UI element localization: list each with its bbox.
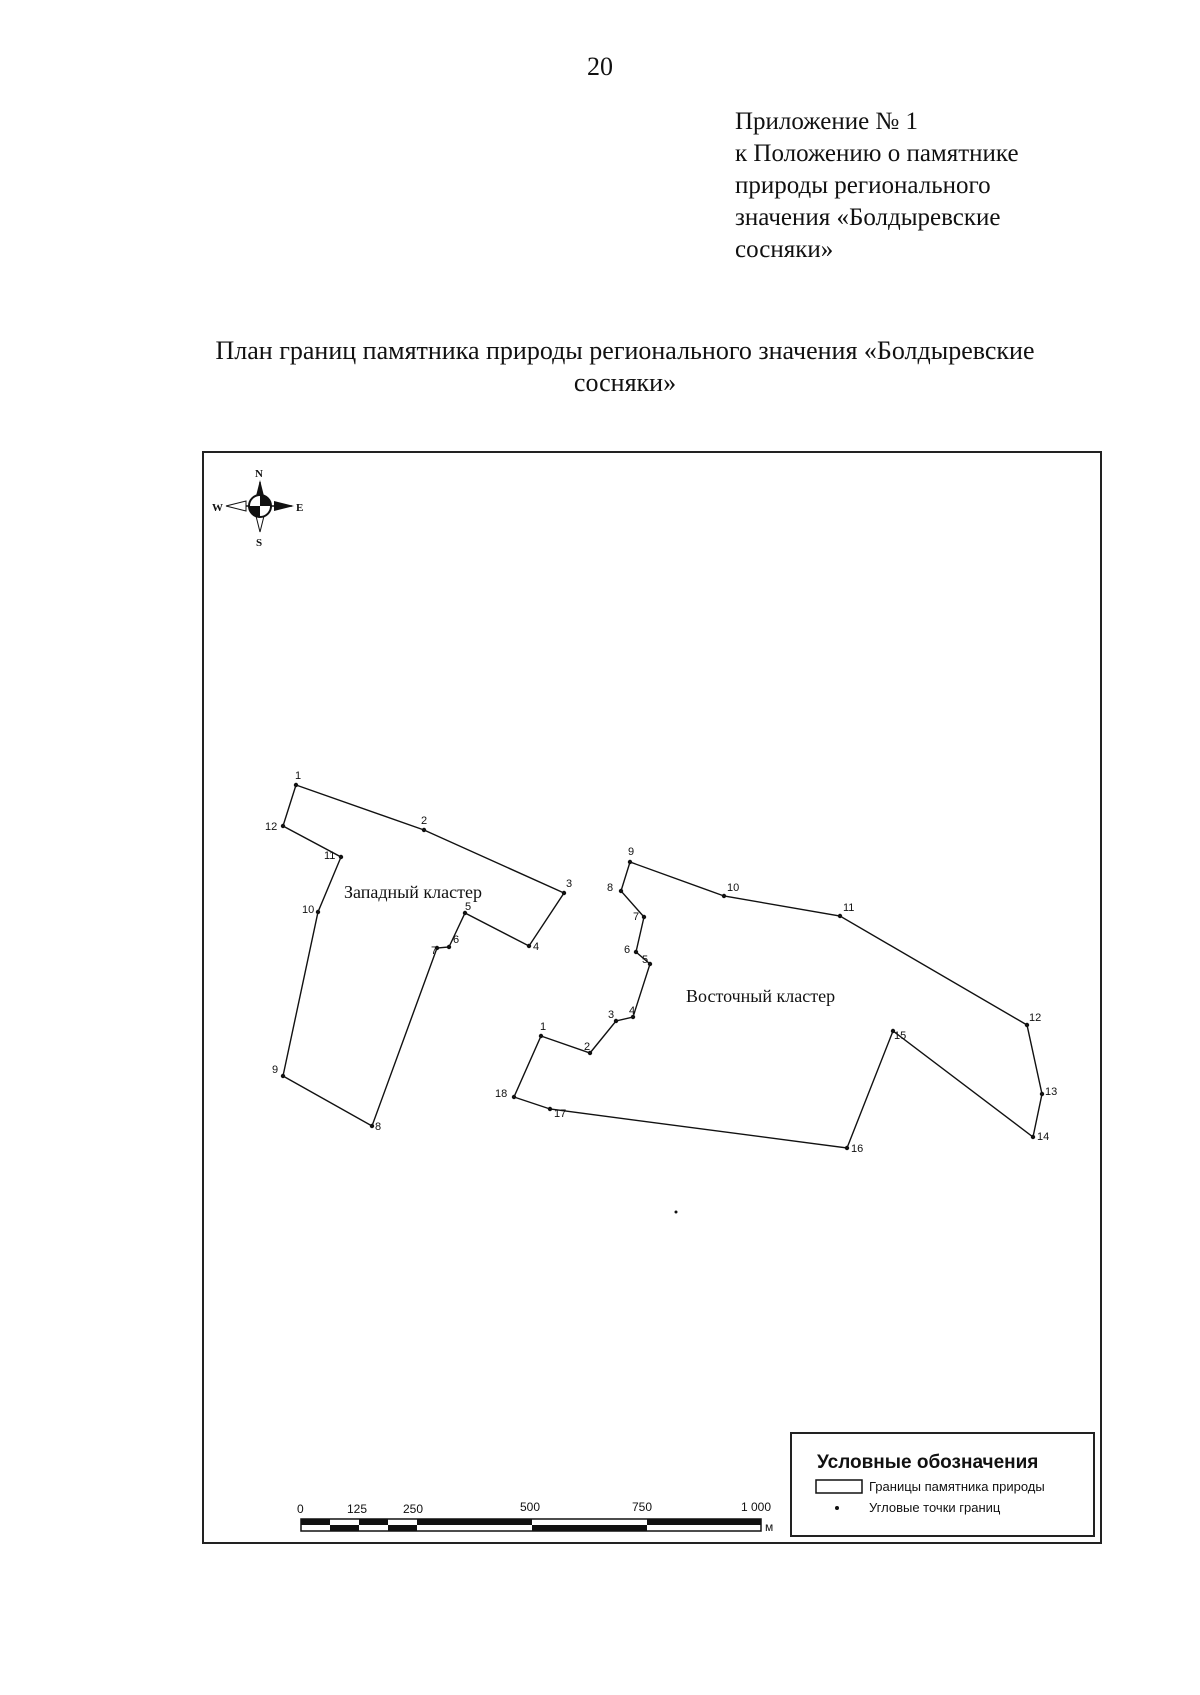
- west-corner-point-label: 8: [375, 1121, 382, 1133]
- east-corner-point-label: 2: [584, 1041, 591, 1053]
- east-corner-point-label: 14: [1037, 1131, 1050, 1143]
- scale-tick-label: 250: [403, 1502, 424, 1516]
- west-corner-point-label: 12: [265, 821, 278, 833]
- scale-tick-label: 1 000: [741, 1500, 772, 1514]
- east-corner-point: [512, 1095, 516, 1099]
- plan-title-line: План границ памятника природы регионального значения «Болдыревские: [215, 336, 1035, 365]
- east-corner-point: [619, 889, 623, 893]
- west-corner-point: [447, 945, 451, 949]
- west-corner-point: [562, 891, 566, 895]
- east-corner-point-label: 7: [633, 911, 640, 923]
- east-corner-point-label: 8: [607, 882, 614, 894]
- west-corner-point: [527, 944, 531, 948]
- appendix-line: природы регионального: [735, 172, 991, 199]
- compass-east: E: [296, 502, 304, 514]
- west-corner-point-label: 4: [533, 941, 540, 953]
- east-corner-point-label: 6: [624, 944, 631, 956]
- compass-rose-icon: [212, 468, 303, 549]
- east-corner-point-label: 18: [495, 1088, 508, 1100]
- east-corner-point: [642, 915, 646, 919]
- east-corner-point: [845, 1146, 849, 1150]
- legend-boundary-label: Границы памятника природы: [869, 1479, 1045, 1494]
- east-corner-point-label: 15: [894, 1030, 907, 1042]
- west-corner-point-label: 6: [453, 934, 460, 946]
- plan-title-line: сосняки»: [573, 368, 677, 397]
- west-corner-point: [370, 1124, 374, 1128]
- east-corner-point-label: 1: [540, 1021, 547, 1033]
- east-corner-point-label: 16: [851, 1143, 864, 1155]
- east-cluster-label: Восточный кластер: [686, 986, 836, 1006]
- east-corner-point-label: 5: [642, 954, 649, 966]
- east-corner-point: [614, 1019, 618, 1023]
- west-corner-point-label: 5: [465, 901, 472, 913]
- west-cluster-label: Западный кластер: [344, 882, 482, 902]
- west-cluster: [265, 770, 572, 1133]
- west-corner-point: [294, 783, 298, 787]
- east-corner-point-label: 4: [629, 1005, 636, 1017]
- compass-west: W: [212, 502, 223, 514]
- east-corner-point: [628, 860, 632, 864]
- east-corner-point-label: 9: [628, 846, 635, 858]
- stray-dot: [675, 1211, 678, 1214]
- west-corner-point-label: 10: [302, 904, 315, 916]
- west-corner-point-label: 3: [566, 878, 573, 890]
- east-corner-point-label: 10: [727, 882, 740, 894]
- legend-points-label: Угловые точки границ: [869, 1500, 1001, 1515]
- scale-bar: [297, 1500, 773, 1534]
- east-corner-point-label: 13: [1045, 1086, 1058, 1098]
- compass-north: N: [255, 468, 263, 480]
- west-corner-point-label: 9: [272, 1064, 279, 1076]
- east-corner-point-label: 12: [1029, 1012, 1042, 1024]
- east-corner-point: [1031, 1135, 1035, 1139]
- scale-tick-label: 125: [347, 1502, 368, 1516]
- east-corner-point-label: 11: [843, 902, 855, 914]
- appendix-line: к Положению о памятнике: [735, 140, 1019, 167]
- west-corner-point: [281, 824, 285, 828]
- east-corner-point: [648, 962, 652, 966]
- west-corner-point: [316, 910, 320, 914]
- scale-tick-label: 750: [632, 1500, 653, 1514]
- west-corner-point: [422, 828, 426, 832]
- map-border: [203, 452, 1101, 1543]
- west-corner-point-label: 7: [431, 945, 438, 957]
- west-corner-point-label: 1: [295, 770, 302, 782]
- west-corner-point-label: 2: [421, 815, 428, 827]
- appendix-line: сосняки»: [735, 236, 834, 263]
- east-corner-point: [548, 1107, 552, 1111]
- legend-point-swatch: [835, 1506, 839, 1510]
- appendix-line: значения «Болдыревские: [735, 204, 1001, 231]
- west-corner-point: [281, 1074, 285, 1078]
- east-corner-point: [1040, 1092, 1044, 1096]
- east-corner-point-label: 3: [608, 1009, 615, 1021]
- compass-south: S: [256, 537, 263, 549]
- east-corner-point: [722, 894, 726, 898]
- legend-title: Условные обозначения: [817, 1452, 1039, 1473]
- appendix-line: Приложение № 1: [735, 108, 919, 135]
- east-corner-point: [838, 914, 842, 918]
- page-number: 20: [587, 52, 613, 81]
- east-corner-point: [539, 1034, 543, 1038]
- east-corner-point: [634, 950, 638, 954]
- scale-tick-label: 0: [297, 1502, 304, 1516]
- legend: [791, 1433, 1094, 1536]
- west-cluster-boundary: [283, 785, 567, 1126]
- west-corner-point-label: 11: [324, 850, 336, 862]
- legend-boundary-swatch: [816, 1480, 862, 1493]
- west-corner-point: [339, 855, 343, 859]
- east-corner-point-label: 17: [554, 1108, 567, 1120]
- scale-unit: м: [765, 1520, 774, 1534]
- scale-tick-label: 500: [520, 1500, 541, 1514]
